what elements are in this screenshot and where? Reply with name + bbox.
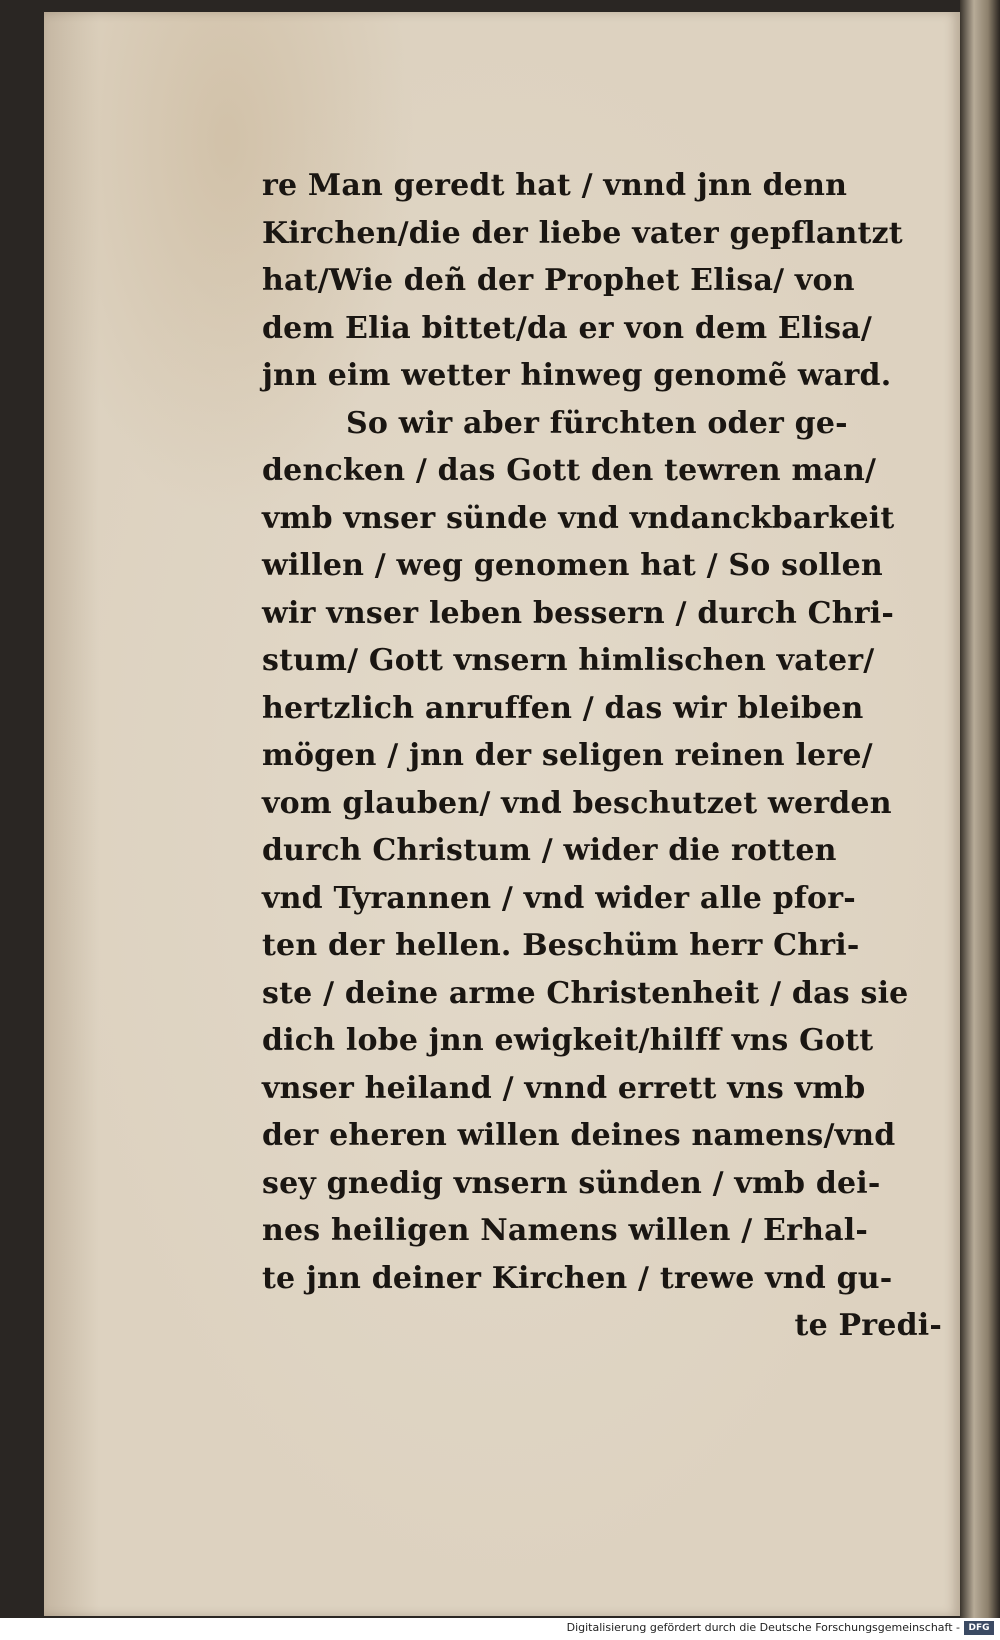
text-line: te jnn deiner Kirchen / trewe vnd gu- [262, 1260, 893, 1296]
text-line: So wir aber fürchten oder ge- [346, 405, 848, 441]
text-line: vmb vnser sünde vnd vndanckbarkeit [262, 500, 895, 536]
text-line: vom glauben/ vnd beschutzet werden [262, 785, 892, 821]
text-line: vnd Tyrannen / vnd wider alle pfor- [262, 880, 856, 916]
text-line: dich lobe jnn ewigkeit/hilff vns Gott [262, 1023, 874, 1058]
text-block [262, 162, 942, 1350]
text-line: wir vnser leben bessern / durch Chri- [262, 595, 894, 631]
text-line: stum/ Gott vnsern himlischen vater/ [262, 643, 875, 678]
text-line: nes heiligen Namens willen / Erhal- [262, 1213, 869, 1248]
text-line: dencken / das Gott den tewren man/ [262, 453, 877, 488]
text-line: hertzlich anruffen / das wir bleiben [262, 690, 864, 726]
text-line: Kirchen/die der liebe vater gepflantzt [262, 215, 903, 251]
text-line: ten der hellen. Beschüm herr Chri- [262, 928, 860, 963]
text-line: willen / weg genomen hat / So sollen [262, 548, 883, 583]
text-line: mögen / jnn der seligen reinen lere/ [262, 738, 873, 773]
funding-credit: Digitalisierung gefördert durch die Deutsche Forschungsgemeinschaft - [566, 1621, 960, 1634]
text-line: jnn eim wetter hinweg genomẽ ward. [262, 358, 892, 393]
text-line: ste / deine arme Christenheit / das sie [262, 975, 909, 1011]
text-line: durch Christum / wider die rotten [262, 833, 837, 868]
dfg-logo: DFG [964, 1621, 994, 1635]
text-line: der eheren willen deines namens/vnd [262, 1118, 896, 1153]
text-line: hat/Wie deñ der Prophet Elisa/ von [262, 263, 855, 298]
page-edge [960, 0, 1000, 1618]
text-line: sey gnedig vnsern sünden / vmb dei- [262, 1165, 881, 1201]
footer-bar [0, 1618, 1000, 1640]
text-line: re Man geredt hat / vnnd jnn denn [262, 168, 848, 203]
text-line: vnser heiland / vnnd errett vns vmb [262, 1070, 866, 1106]
text-line: dem Elia bittet/da er von dem Elisa/ [262, 310, 873, 346]
catchword: te Predi- [794, 1308, 942, 1343]
